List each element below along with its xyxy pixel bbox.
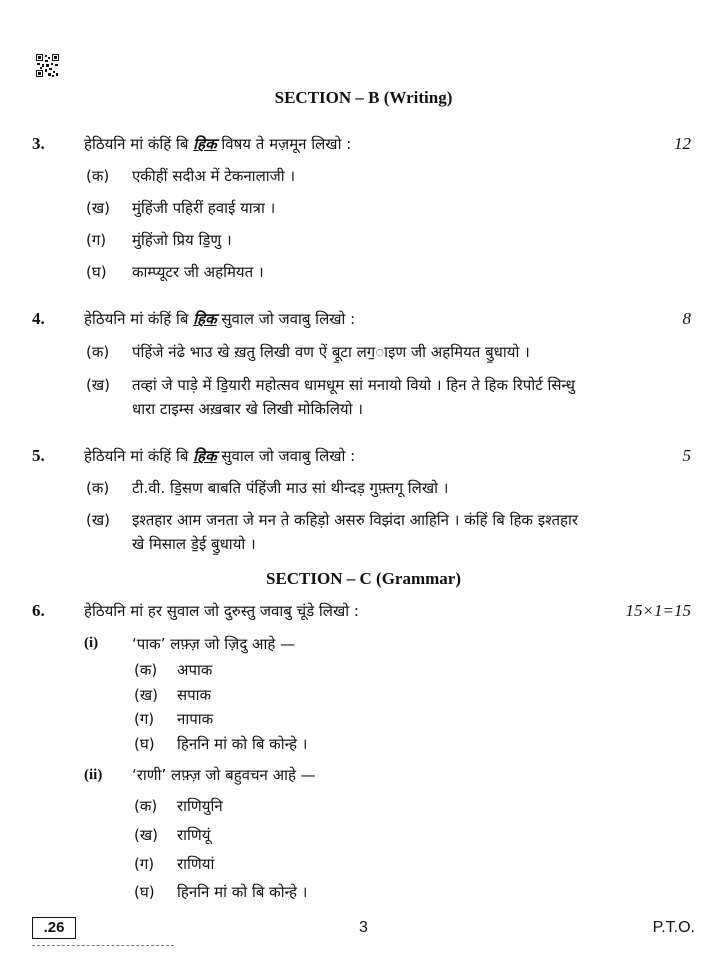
option-text: टी.वी. डि॒सण बाबति पंहिंजी माउ सां थीन्दड़ गुफ़्तगू लिखो । — [132, 479, 449, 497]
question-marks: 8 — [682, 309, 691, 328]
option-text: एकीहीं सदीअ में टेकनालाजी । — [132, 167, 296, 185]
option-label: (घ) — [134, 735, 155, 753]
option-text-continued: धारा टाइम्स अख़बार खे लिखी मोकिलियो । — [132, 400, 363, 418]
question-number: 4. — [32, 309, 45, 328]
sub-question-numeral: (i) — [84, 635, 99, 651]
option-label: (क) — [86, 343, 110, 361]
option-text: सपाक — [177, 686, 212, 704]
question-text: हेठियनि मां कंहिं बि हिक सुवाल जो जवाबु लिखो : — [84, 310, 356, 328]
option-label: (क) — [86, 167, 110, 185]
option-label: (ग) — [86, 231, 107, 249]
question-text: हेठियनि मां हर सुवाल जो दुरुस्तु जवाबु चूंडे लिखो : — [84, 602, 359, 620]
keyword-emphasis: हिक — [193, 135, 217, 153]
section-c-heading: SECTION – C (Grammar) — [265, 569, 461, 588]
option-text-continued: खे मिसाल डे॒ई बु॒धायो । — [132, 535, 256, 553]
sub-question-text: ‘पाक’ लफ़्ज़ जो ज़िदु आहे — — [132, 635, 296, 653]
option-text: अपाक — [177, 661, 213, 679]
option-label: (ग) — [134, 710, 155, 728]
option-label: (ग) — [134, 855, 155, 873]
option-text: राणियां — [177, 855, 215, 873]
option-text: हिननि मां को बि कोन्हे । — [177, 883, 308, 901]
option-label: (ख) — [134, 826, 158, 844]
question-text: हेठियनि मां कंहिं बि हिक सुवाल जो जवाबु लिखो : — [84, 447, 356, 465]
question-text: हेठियनि मां कंहिं बि हिक विषय ते मज़मून लिखो : — [84, 135, 352, 153]
question-number: 5. — [32, 446, 45, 465]
option-label: (ख) — [86, 511, 110, 529]
option-text: इश्तहार आम जनता जे मन ते कहिड़ो असरु विझंदा आहिनि । कंहिं बि हिक इश्तहार — [132, 511, 579, 529]
option-text: मुंहिंजी पहिरीं हवाई यात्रा । — [132, 199, 276, 217]
question-marks: 12 — [674, 134, 691, 153]
sub-question-numeral: (ii) — [84, 767, 103, 783]
pto-label: P.T.O. — [652, 919, 695, 936]
keyword-emphasis: हिक — [193, 310, 217, 328]
paper-code-box: .26 — [32, 917, 76, 939]
option-text: राणियुनि — [177, 797, 223, 815]
option-label: (क) — [134, 797, 158, 815]
option-label: (ख) — [134, 686, 158, 704]
page-number: 3 — [359, 919, 368, 936]
option-label: (ख) — [86, 376, 110, 394]
option-label: (घ) — [86, 263, 107, 281]
question-marks: 15×1=15 — [625, 601, 691, 620]
option-text: नापाक — [177, 710, 214, 728]
footer-divider — [32, 945, 174, 946]
option-label: (ख) — [86, 199, 110, 217]
option-text: पंहिंजे नंढे भाउ खे ख़तु लिखी वण ऐं बू॒टा लग॒ाइण जी अहमियत बु॒धायो । — [132, 343, 530, 361]
option-text: काम्प्यूटर जी अहमियत । — [132, 263, 264, 281]
question-number: 3. — [32, 134, 45, 153]
option-text: तव्हां जे पाड़े में डि॒यारी महोत्सव धामधूम सां मनायो वियो । हिन ते हिक रिपोर्ट सिन्धु — [132, 376, 575, 394]
qr-code — [36, 54, 59, 77]
sub-question-text: ‘राणी’ लफ़्ज़ जो बहुवचन आहे — — [132, 766, 316, 784]
option-text: राणियूं — [177, 826, 211, 844]
option-text: मुंहिंजो प्रिय डि॒णु । — [132, 231, 232, 249]
option-label: (क) — [134, 661, 158, 679]
keyword-emphasis: हिक — [193, 447, 217, 465]
option-label: (घ) — [134, 883, 155, 901]
option-label: (क) — [86, 479, 110, 497]
section-b-heading: SECTION – B (Writing) — [274, 88, 453, 107]
option-text: हिननि मां को बि कोन्हे । — [177, 735, 308, 753]
question-number: 6. — [32, 601, 45, 620]
question-marks: 5 — [682, 446, 691, 465]
